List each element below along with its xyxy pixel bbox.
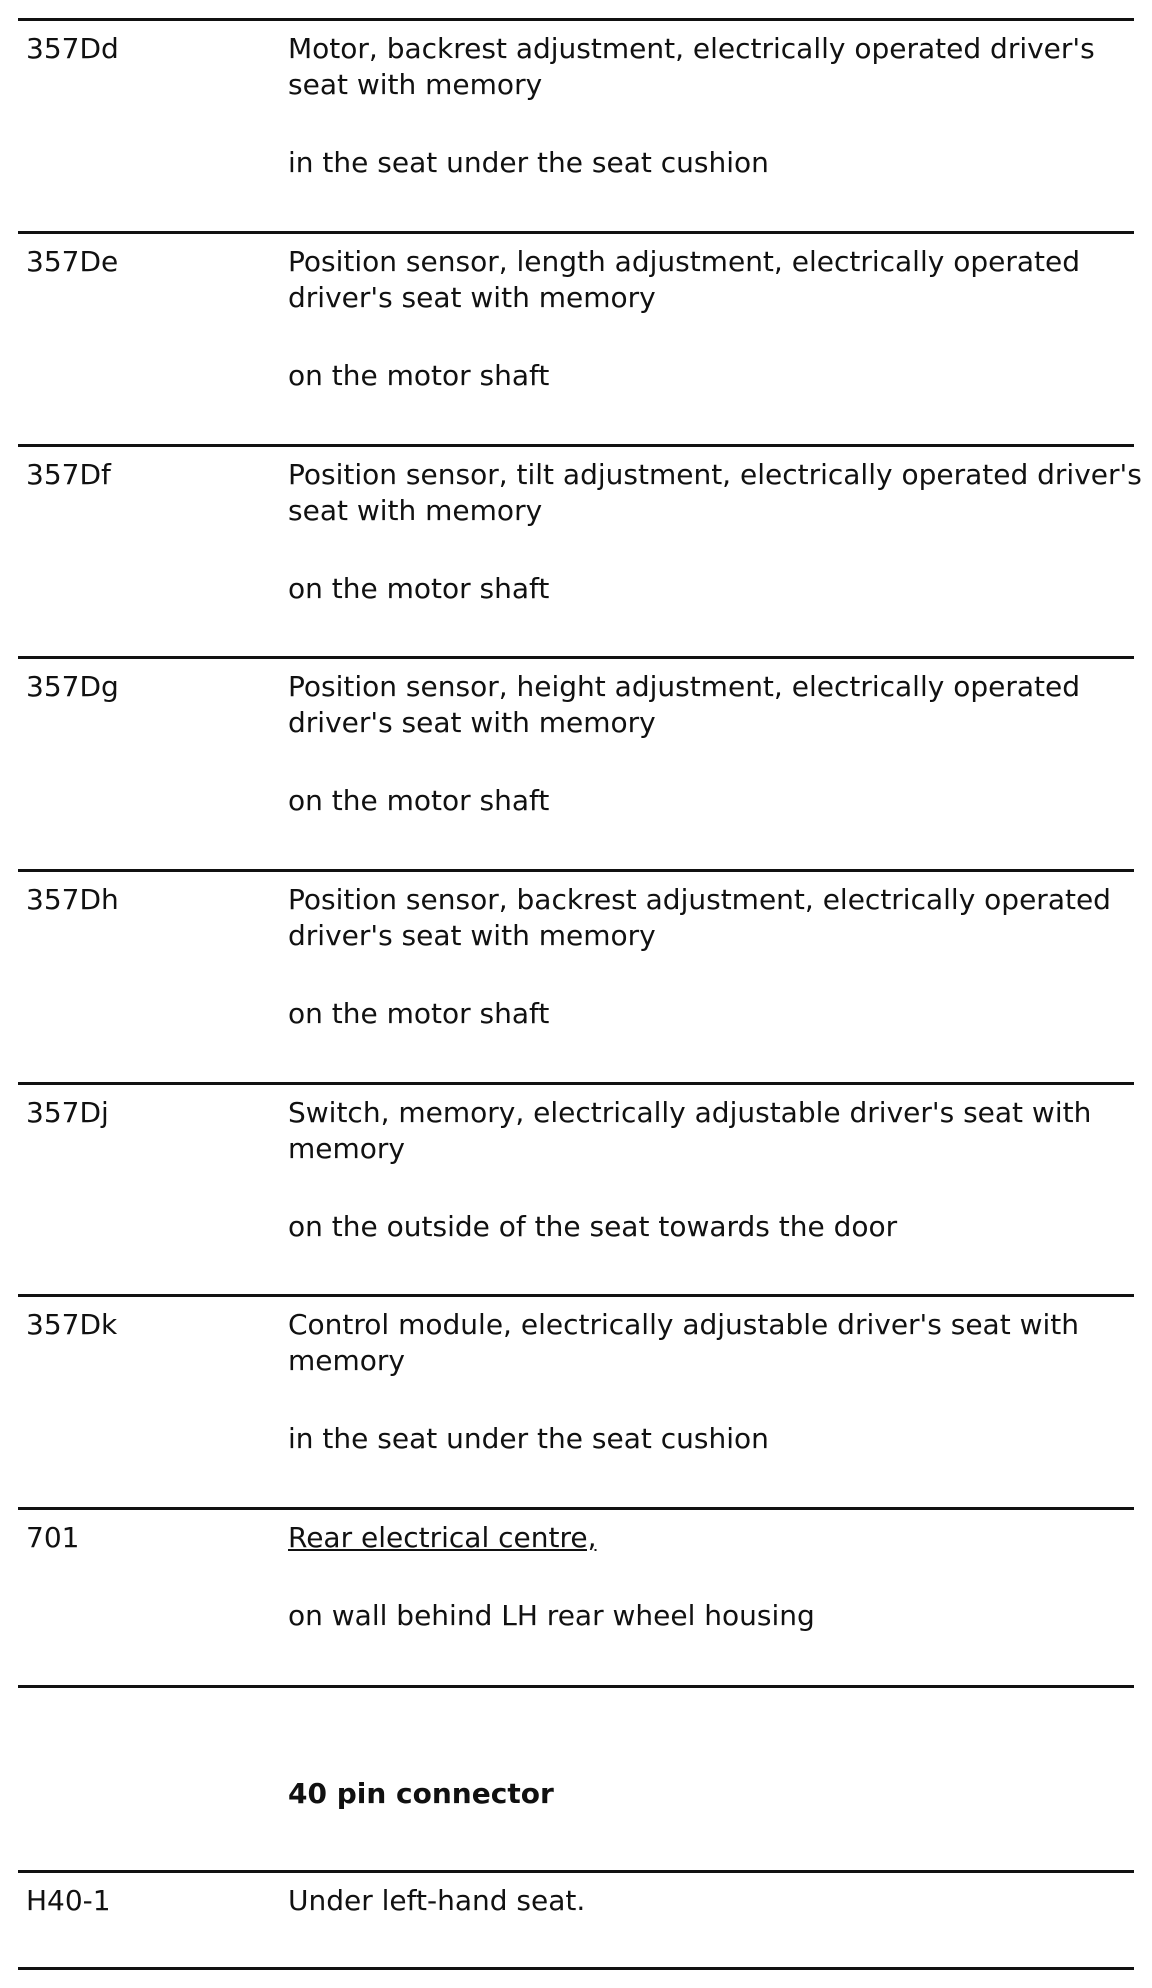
component-details <box>288 457 1148 607</box>
component-description: Position sensor, length adjustment, electrically operated driver's seat with memory <box>288 245 1080 314</box>
component-location: on wall behind LH rear wheel housing <box>288 1599 815 1632</box>
component-details <box>288 244 1148 394</box>
component-description: Position sensor, backrest adjustment, electrically operated driver's seat with memory <box>288 883 1111 952</box>
component-details <box>288 31 1148 181</box>
component-details <box>288 1095 1148 1245</box>
table-row <box>18 444 1142 656</box>
component-location-table <box>18 18 1142 1970</box>
section-heading-row <box>18 1685 1134 1870</box>
component-description: Switch, memory, electrically adjustable driver's seat with memory <box>288 1096 1092 1165</box>
component-code: 357Dh <box>26 883 119 916</box>
component-description: Control module, electrically adjustable driver's seat with memory <box>288 1308 1079 1377</box>
component-location: on the outside of the seat towards the door <box>288 1210 898 1243</box>
component-code: 357Dk <box>26 1308 118 1341</box>
component-location: on the motor shaft <box>288 572 550 605</box>
component-code: 357Dd <box>26 32 119 65</box>
table-row <box>18 656 1134 869</box>
component-code: 357Dg <box>26 670 119 703</box>
section-heading: 40 pin connector <box>288 1777 554 1810</box>
connector-description: Under left-hand seat. <box>288 1884 586 1917</box>
table-row <box>18 1294 1134 1507</box>
rear-electrical-centre-link[interactable]: Rear electrical centre, <box>288 1521 597 1554</box>
connector-code: H40-1 <box>26 1884 111 1917</box>
component-description: Motor, backrest adjustment, electrically operated driver's seat with memory <box>288 32 1095 101</box>
component-location: on the motor shaft <box>288 359 550 392</box>
component-location: in the seat under the seat cushion <box>288 1422 769 1455</box>
table-row <box>18 231 1134 444</box>
table-row <box>18 1870 1134 1970</box>
component-location: in the seat under the seat cushion <box>288 146 769 179</box>
component-description: Position sensor, height adjustment, electrically operated driver's seat with memory <box>288 670 1080 739</box>
component-details <box>288 669 1148 819</box>
component-code: 357Dj <box>26 1096 109 1129</box>
component-code: 357De <box>26 245 119 278</box>
component-details <box>288 882 1148 1032</box>
component-description: Position sensor, tilt adjustment, electrically operated driver's seat with memory <box>288 458 1142 527</box>
table-row <box>18 1507 1134 1685</box>
component-location: on the motor shaft <box>288 784 550 817</box>
component-details <box>288 1520 1148 1634</box>
component-details <box>288 1307 1148 1457</box>
table-row <box>18 1082 1134 1294</box>
component-code: 701 <box>26 1521 80 1554</box>
component-location: on the motor shaft <box>288 997 550 1030</box>
table-row <box>18 18 1134 231</box>
table-row <box>18 869 1134 1082</box>
component-code: 357Df <box>26 458 111 491</box>
